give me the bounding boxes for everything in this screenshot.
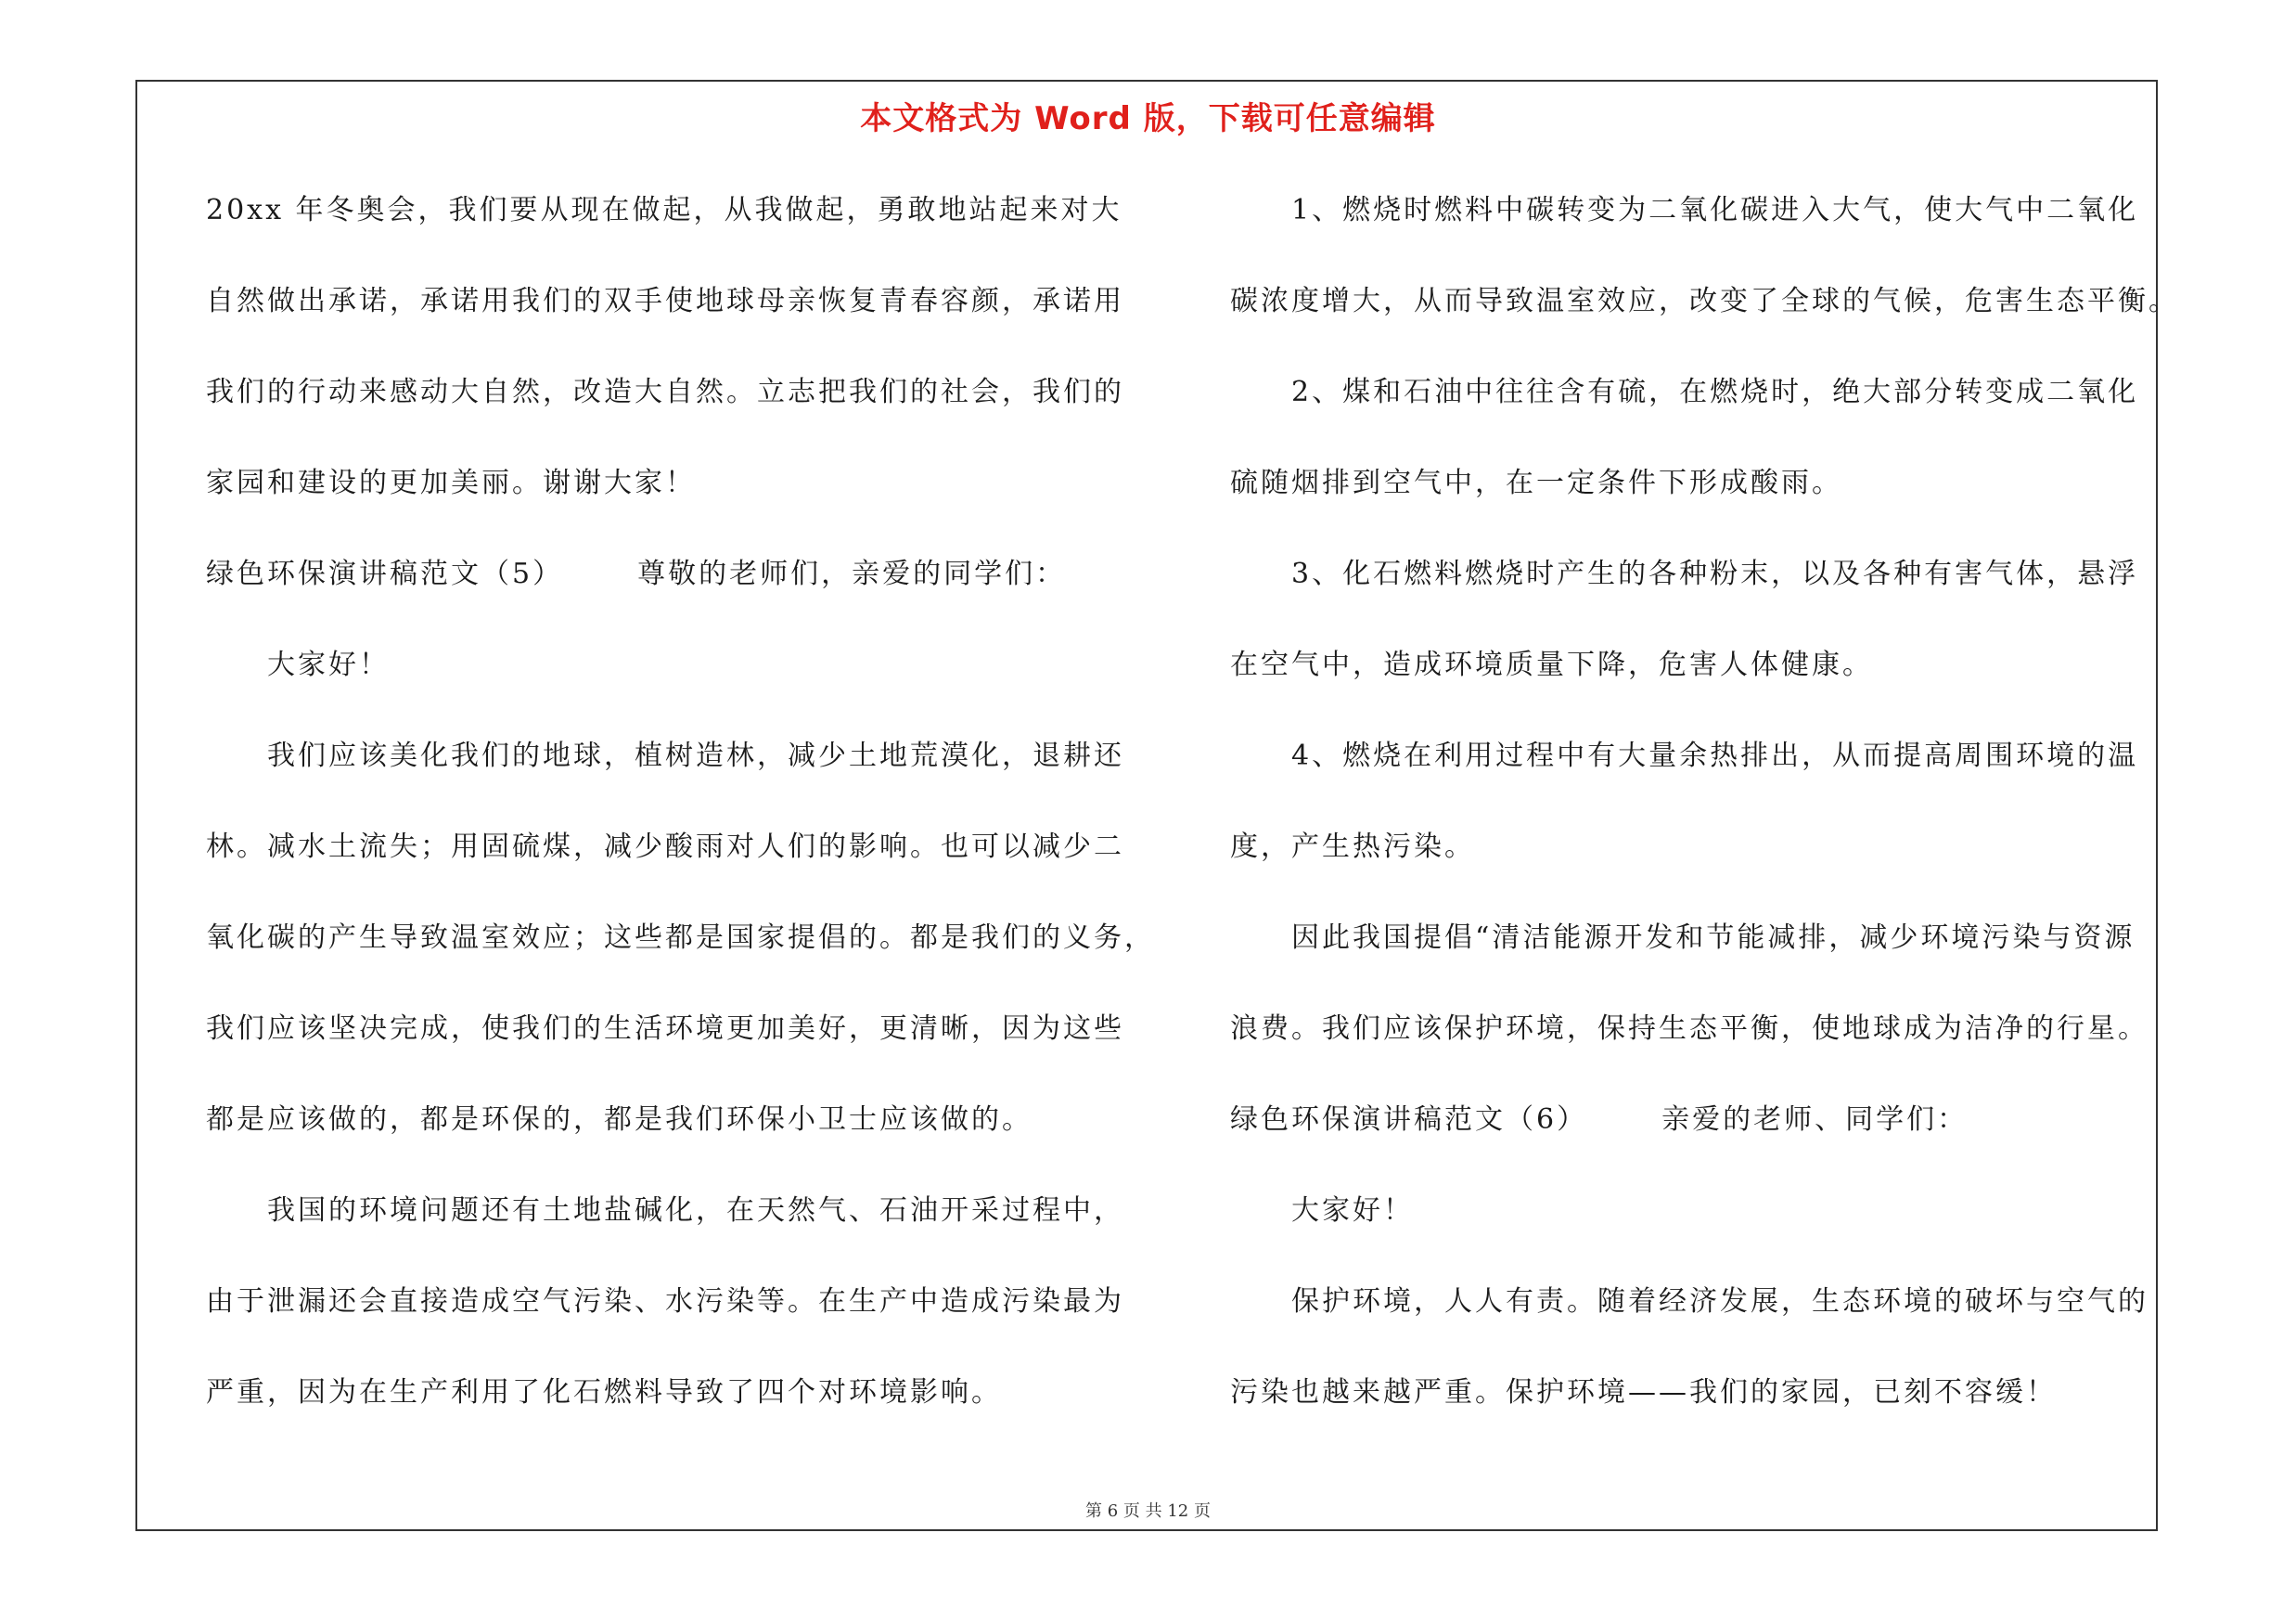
text-line [1230, 1186, 2167, 1277]
text-line [1230, 1368, 2167, 1459]
text-line [206, 731, 1134, 822]
salutation-text: 亲爱的老师、同学们： [1661, 1103, 1969, 1136]
line-text: 我国的环境问题还有土地盐碱化，在天然气、石油开采过程中， [267, 1194, 1124, 1227]
text-line [206, 822, 1134, 913]
text-line [206, 458, 1134, 549]
text-line [206, 913, 1155, 1004]
line-text: 绿色环保演讲稿范文（6） [1230, 1103, 1588, 1136]
line-text: 家园和建设的更加美丽。谢谢大家！ [206, 467, 696, 499]
line-text: 大家好！ [267, 649, 390, 681]
line-text: 20xx 年冬奥会，我们要从现在做起，从我做起，勇敢地站起来对大 [206, 194, 1122, 226]
text-line [1230, 277, 2179, 367]
line-text: 3、化石燃料燃烧时产生的各种粉末，以及各种有害气体，悬浮 [1291, 558, 2139, 590]
text-line [206, 1004, 1134, 1095]
text-line [1230, 1277, 2167, 1368]
line-text: 度，产生热污染。 [1230, 831, 1475, 863]
line-text: 我们的行动来感动大自然，改造大自然。立志把我们的社会，我们的 [206, 376, 1124, 408]
line-text: 自然做出承诺，承诺用我们的双手使地球母亲恢复青春容颜，承诺用 [206, 285, 1124, 317]
line-text: 都是应该做的，都是环保的，都是我们环保小卫士应该做的。 [206, 1103, 1033, 1136]
line-text: 1、燃烧时燃料中碳转变为二氧化碳进入大气，使大气中二氧化 [1291, 194, 2139, 226]
line-text: 氧化碳的产生导致温室效应；这些都是国家提倡的。都是我们的义务， [206, 921, 1155, 954]
text-line [206, 277, 1134, 367]
left-column [206, 186, 1155, 1459]
text-line [1230, 640, 2167, 731]
text-line [206, 1277, 1134, 1368]
line-text: 我们应该坚决完成，使我们的生活环境更加美好，更清晰，因为这些 [206, 1012, 1124, 1045]
right-column [1230, 186, 2179, 1459]
line-text: 林。减水土流失；用固硫煤，减少酸雨对人们的影响。也可以减少二 [206, 831, 1124, 863]
line-text: 由于泄漏还会直接造成空气污染、水污染等。在生产中造成污染最为 [206, 1285, 1124, 1318]
text-line [1230, 458, 2167, 549]
text-line [1230, 1095, 2167, 1186]
text-line [206, 367, 1134, 458]
text-line [206, 186, 1134, 277]
text-line [206, 1368, 1134, 1459]
text-line [206, 1186, 1134, 1277]
line-text: 在空气中，造成环境质量下降，危害人体健康。 [1230, 649, 1873, 681]
text-line [1230, 822, 2167, 913]
text-line [1230, 367, 2167, 458]
line-text: 污染也越来越严重。保护环境——我们的家园，已刻不容缓！ [1230, 1376, 2057, 1409]
text-line [206, 549, 1134, 640]
line-text: 碳浓度增大，从而导致温室效应，改变了全球的气候，危害生态平衡。 [1230, 285, 2179, 317]
line-text: 保护环境，人人有责。随着经济发展，生态环境的破坏与空气的 [1291, 1285, 2148, 1318]
line-text: 我们应该美化我们的地球，植树造林，减少土地荒漠化，退耕还 [267, 740, 1124, 772]
line-text: 硫随烟排到空气中，在一定条件下形成酸雨。 [1230, 467, 1842, 499]
text-line [1230, 913, 2167, 1004]
text-line [1230, 731, 2167, 822]
text-line [206, 640, 1134, 731]
line-text: 2、煤和石油中往往含有硫，在燃烧时，绝大部分转变成二氧化 [1291, 376, 2139, 408]
line-text: 绿色环保演讲稿范文（5） [206, 558, 564, 590]
format-banner: 本文格式为 Word 版，下载可任意编辑 [860, 100, 1436, 137]
text-line [1230, 1004, 2167, 1095]
line-text: 浪费。我们应该保护环境，保持生态平衡，使地球成为洁净的行星。 [1230, 1012, 2148, 1045]
page-number: 第 6 页 共 12 页 [1085, 1501, 1211, 1521]
text-line [1230, 186, 2167, 277]
line-text: 严重，因为在生产利用了化石燃料导致了四个对环境影响。 [206, 1376, 1002, 1409]
text-line [1230, 549, 2167, 640]
salutation-text: 尊敬的老师们，亲爱的同学们： [637, 558, 1067, 590]
line-text: 4、燃烧在利用过程中有大量余热排出，从而提高周围环境的温 [1291, 740, 2139, 772]
line-text: 因此我国提倡“清洁能源开发和节能减排，减少环境污染与资源 [1291, 921, 2136, 954]
text-line [206, 1095, 1134, 1186]
line-text: 大家好！ [1291, 1194, 1414, 1227]
